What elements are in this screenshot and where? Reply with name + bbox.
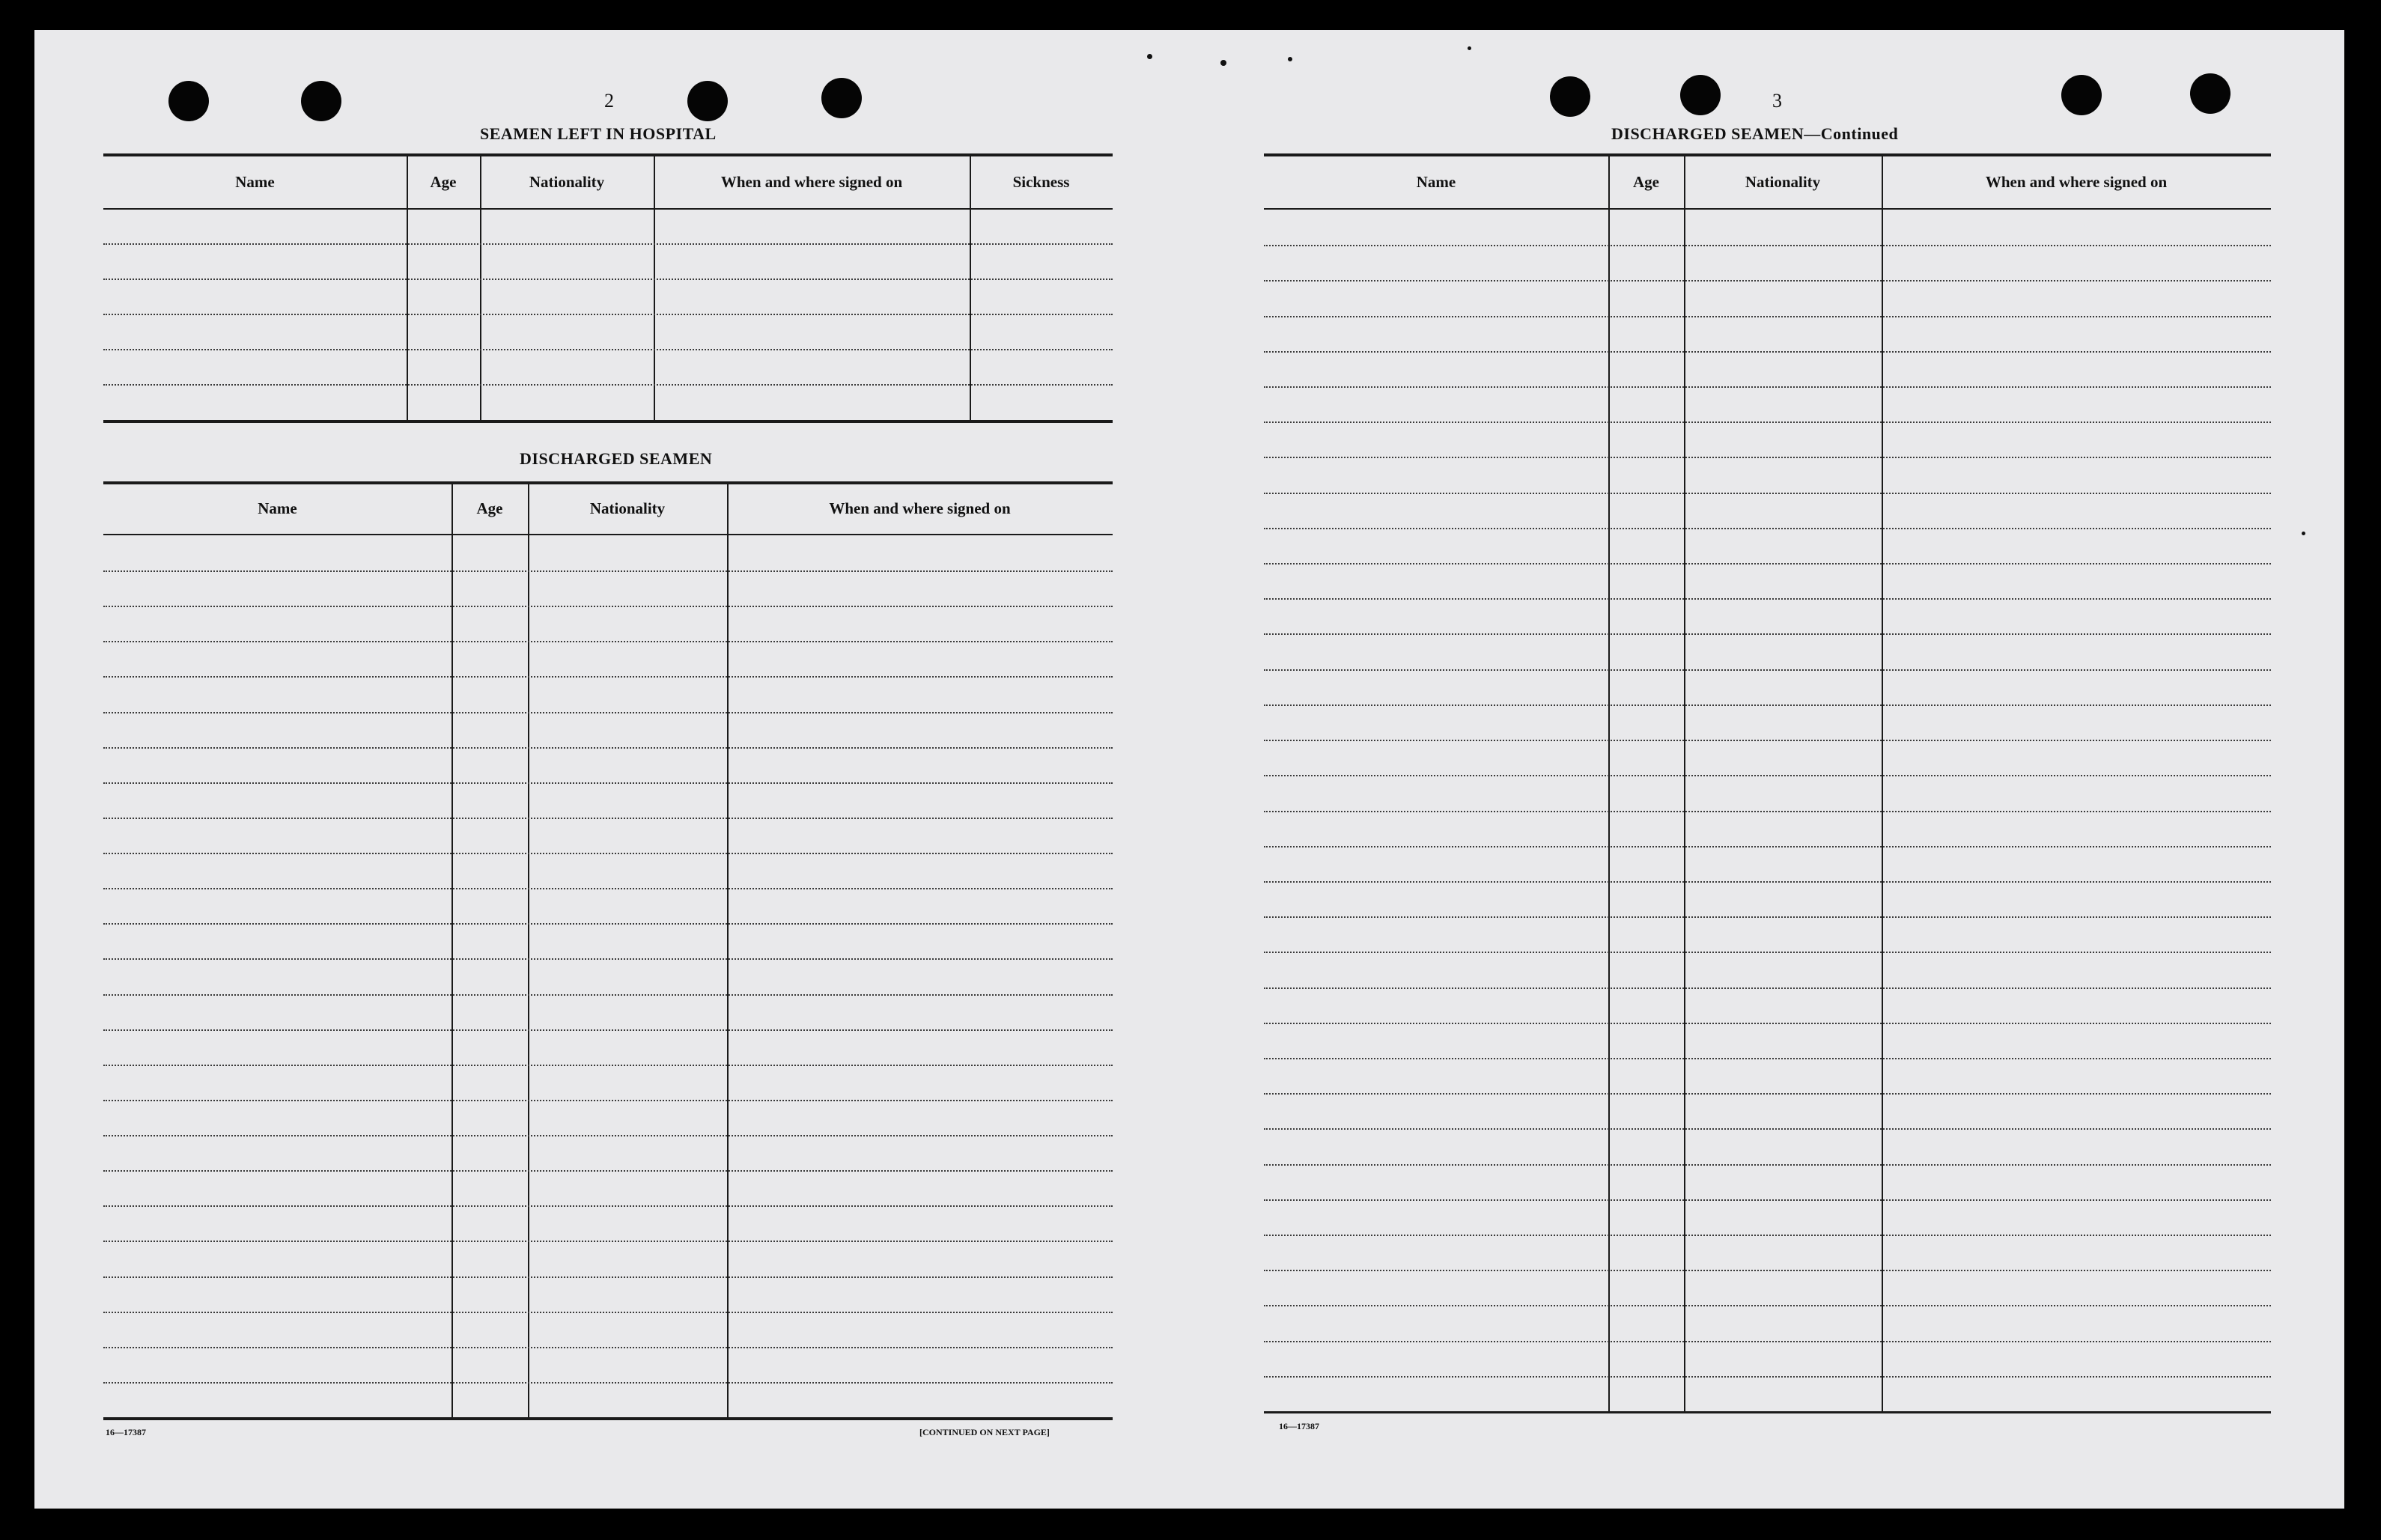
table-row [1264, 280, 2271, 281]
table-row [1264, 775, 2271, 776]
table-row [103, 676, 1113, 678]
punch-hole [301, 81, 341, 121]
table-row [103, 1382, 1113, 1384]
speck [2302, 532, 2305, 535]
continued-col-name: Name [1416, 173, 1456, 191]
speck [1288, 57, 1292, 61]
table-row [1264, 1270, 2271, 1271]
punch-hole [1550, 76, 1590, 117]
table-row [1264, 316, 2271, 317]
hospital-table [103, 153, 1113, 427]
table-row [103, 747, 1113, 749]
table-row [1264, 633, 2271, 635]
continued-note: [CONTINUED ON NEXT PAGE] [919, 1427, 1050, 1437]
table-row [103, 1029, 1113, 1031]
table-row [1264, 386, 2271, 388]
punch-hole [2190, 73, 2231, 114]
table-row [103, 314, 1113, 315]
table-row [1264, 1376, 2271, 1378]
hospital-col-nationality: Nationality [529, 173, 605, 191]
form-number: 16—17387 [106, 1427, 146, 1437]
table-row [103, 782, 1113, 784]
table-row [1264, 1023, 2271, 1024]
punch-hole [687, 81, 728, 121]
page-number: 2 [604, 90, 614, 112]
table-row [1264, 1341, 2271, 1342]
table-row [1264, 1093, 2271, 1095]
punch-hole [2061, 75, 2102, 115]
discharged-section-title: DISCHARGED SEAMEN [520, 449, 713, 468]
table-row [1264, 669, 2271, 671]
table-row [1264, 351, 2271, 353]
punch-hole [168, 81, 209, 121]
speck [1468, 46, 1471, 50]
punch-hole [821, 78, 862, 118]
table-row [1264, 987, 2271, 989]
punch-hole [1680, 75, 1721, 115]
hospital-col-age: Age [430, 173, 457, 191]
table-row [103, 712, 1113, 713]
hospital-col-signed-on: When and where signed on [720, 173, 903, 191]
discharged-continued-table [1264, 153, 2271, 1413]
table-row [1264, 881, 2271, 883]
continued-col-age: Age [1633, 173, 1659, 191]
table-row [1264, 528, 2271, 529]
table-row [1264, 245, 2271, 246]
table-row [1264, 1199, 2271, 1201]
table-row [1264, 1058, 2271, 1059]
discharged-continued-title: DISCHARGED SEAMEN—Continued [1611, 124, 1899, 143]
table-row [103, 1100, 1113, 1101]
table-row [1264, 1305, 2271, 1306]
table-row [103, 853, 1113, 854]
table-row [1264, 421, 2271, 423]
table-row [103, 1312, 1113, 1313]
continued-col-signed-on: When and where signed on [1985, 173, 2168, 191]
table-row [1264, 457, 2271, 458]
table-row [1264, 1235, 2271, 1236]
table-row [103, 923, 1113, 925]
table-row [103, 888, 1113, 889]
form-number-right: 16—17387 [1279, 1421, 1319, 1431]
table-row [1264, 563, 2271, 564]
table-row [103, 384, 1113, 386]
table-row [1264, 598, 2271, 600]
table-row [103, 1170, 1113, 1172]
table-row [1264, 1128, 2271, 1130]
table-row [103, 1135, 1113, 1136]
table-row [1264, 1164, 2271, 1166]
table-row [103, 818, 1113, 819]
table-row [103, 1241, 1113, 1242]
table-row [1264, 811, 2271, 812]
discharged-table [103, 481, 1113, 1420]
discharged-col-nationality: Nationality [589, 499, 666, 517]
table-row [103, 349, 1113, 350]
table-row [1264, 704, 2271, 706]
table-row [103, 1065, 1113, 1066]
table-row [103, 570, 1113, 572]
speck [1147, 54, 1152, 59]
hospital-col-sickness: Sickness [1012, 173, 1070, 191]
table-row [103, 243, 1113, 245]
table-row [1264, 916, 2271, 918]
speck [1220, 60, 1226, 66]
table-row [103, 279, 1113, 280]
table-row [1264, 740, 2271, 741]
table-row [1264, 493, 2271, 494]
discharged-col-age: Age [476, 499, 503, 517]
hospital-section-title: SEAMEN LEFT IN HOSPITAL [480, 124, 717, 143]
table-row [103, 641, 1113, 642]
table-row [103, 958, 1113, 960]
table-row [103, 1347, 1113, 1348]
table-row [103, 1276, 1113, 1278]
table-row [103, 994, 1113, 996]
discharged-col-name: Name [258, 499, 297, 517]
hospital-col-name: Name [235, 173, 275, 191]
discharged-col-signed-on: When and where signed on [829, 499, 1011, 517]
table-row [103, 1205, 1113, 1207]
table-row [1264, 952, 2271, 953]
page-number-right: 3 [1772, 90, 1782, 112]
table-row [103, 606, 1113, 607]
table-row [1264, 846, 2271, 847]
continued-col-nationality: Nationality [1745, 173, 1821, 191]
